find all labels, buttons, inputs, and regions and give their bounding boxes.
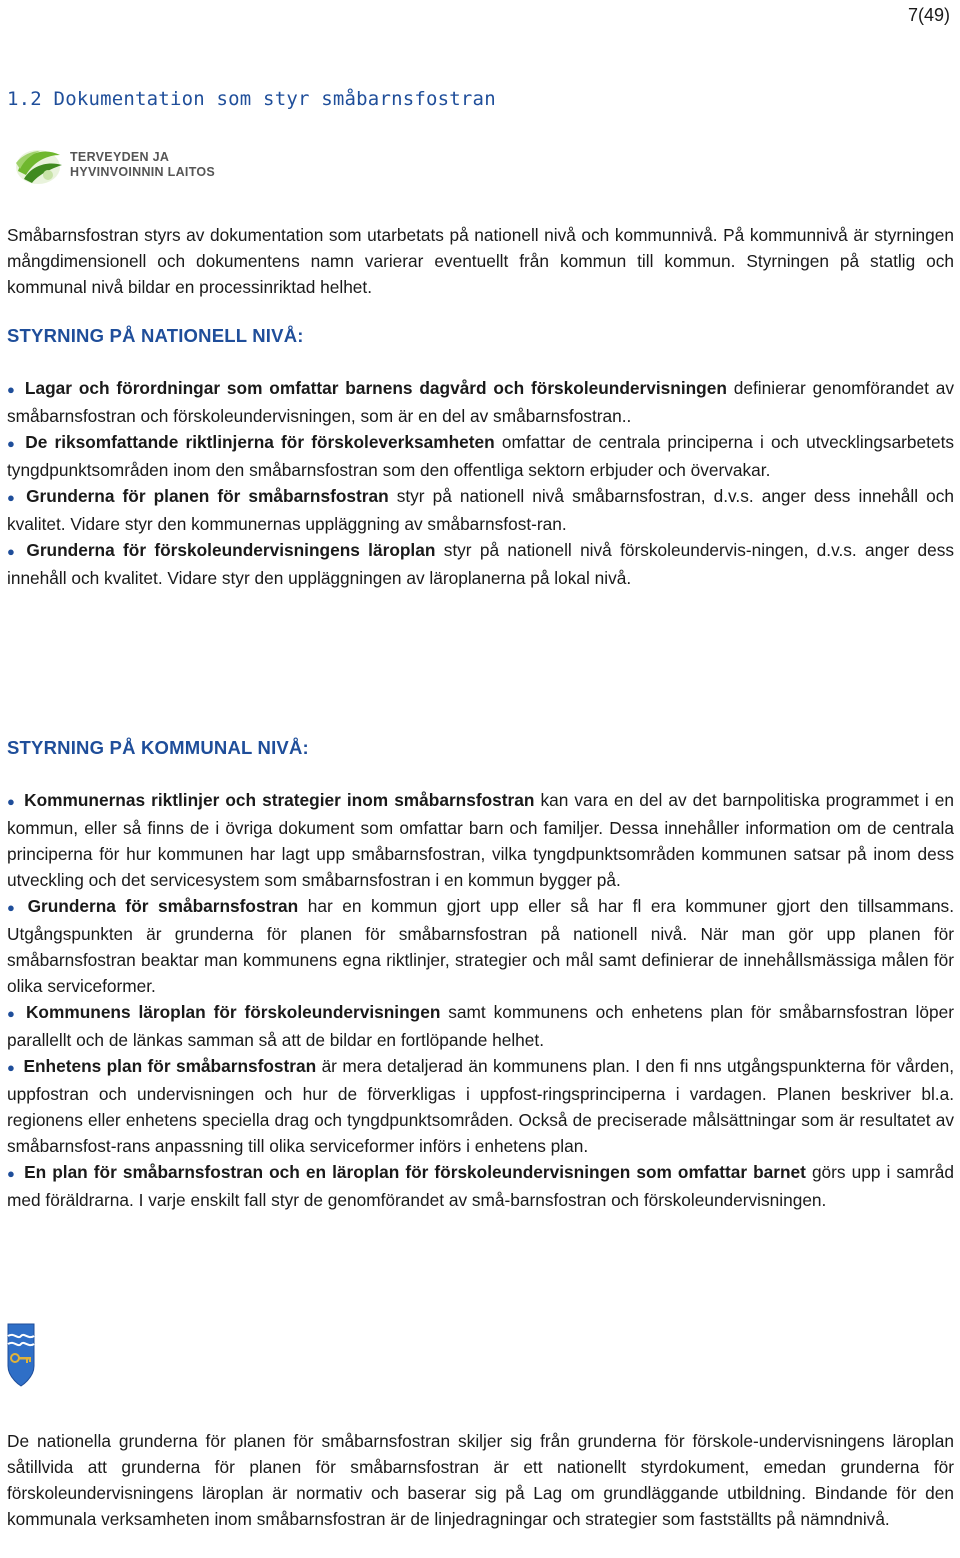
closing-paragraph: De nationella grunderna för planen för småbarnsfostran skiljer sig från grunderna för förskole-undervisningens läroplan såtillvida att grunderna för planen för småbarnsfostran är ett nationellt styrdokument, emedan grunderna för förskoleundervisningens läroplan är normativ och baserar sig på Lag om grundläggande utbildning. Bindande för den kommunala verksamheten inom småbarnsfostran är de linjedragningar och strategier som fastställts på nämndnivå. xyxy=(7,1431,954,1529)
thl-leaf-logo-icon xyxy=(8,141,68,189)
list-item xyxy=(7,429,954,483)
bullet-icon: ● xyxy=(7,490,19,505)
coat-of-arms-icon xyxy=(6,1322,36,1388)
intro-paragraph: Småbarnsfostran styrs av dokumentation som utarbetats på nationell nivå och kommunnivå. På kommunnivå är styrningen mångdimensionell och dokumentens namn varierar eventuellt från kommun till kommun. Styrningen på statlig och kommunal nivå bildar en processinriktad helhet. xyxy=(7,225,954,297)
bullet-icon: ● xyxy=(7,1060,16,1075)
bullet-text: definierar genomförandet av småbarnsfostran och förskoleundervisningen, som är en del av småbarnsfostran.. xyxy=(7,378,955,426)
bullet-text: omfattar de centrala principerna i och utvecklingsarbetets tyngdpunktsområden inom den småbarnsfostran som den offentliga sektorn erbjuder och övervakar. xyxy=(7,432,955,480)
list-item xyxy=(7,999,954,1053)
logo-text xyxy=(70,150,215,180)
list-item xyxy=(7,537,954,591)
bullet-term: En plan för småbarnsfostran och en läroplan för förskoleundervisningen som omfattar barnet xyxy=(24,1162,806,1182)
bullet-icon: ● xyxy=(7,436,18,451)
list-item xyxy=(7,787,954,893)
bullet-icon: ● xyxy=(7,382,17,397)
page-number: 7(49) xyxy=(907,5,950,25)
bullet-icon: ● xyxy=(7,900,20,915)
bullet-term: Kommunens läroplan för förskoleundervisningen xyxy=(25,1002,441,1022)
bullet-text: kan vara en del av det barnpolitiska programmet i en kommun, eller så finns de i övriga dokument som omfattar barn och familjer. Dessa innehåller information om de centrala principerna för hur kommunen har lagt upp småbarnsfostran, vilka tyngdpunktsområden kommunen satsar på inom dess utveckling och det servicesystem som småbarnsfostran i en kommun bygger på. xyxy=(7,790,955,890)
bullet-term: De riksomfattande riktlinjerna för förskoleverksamheten xyxy=(25,432,495,452)
bullet-icon: ● xyxy=(7,1006,18,1021)
bullet-term: Lagar och förordningar som omfattar barnens dagvård och förskoleundervisningen xyxy=(24,378,727,398)
bullet-term: Grunderna för förskoleundervisningens läroplan xyxy=(26,540,436,560)
logo-line-2: HYVINVOINNIN LAITOS xyxy=(70,165,216,179)
section-title: 1.2 Dokumentation som styr småbarnsfostran xyxy=(7,88,496,110)
list-item xyxy=(7,483,954,537)
list-item xyxy=(7,375,954,429)
bullet-term: Grunderna för planen för småbarnsfostran xyxy=(26,486,389,506)
bullet-text: har en kommun gjort upp eller så har fl era kommuner gjort den tillsammans. Utgångspunkten är grunderna för planen för småbarnsfostran på nationell nivå. När man gör upp planen för småbarnsfostran beaktar man kommunens egna riktlinjer, strategier och mål samt definierar de innehållsmässiga målen för olika serviceformer. xyxy=(7,896,954,996)
bullet-term: Kommunernas riktlinjer och strategier inom småbarnsfostran xyxy=(24,790,535,810)
bullet-icon: ● xyxy=(7,1166,17,1181)
national-list xyxy=(7,375,954,591)
bullet-text: görs upp i samråd med föräldrarna. I varje enskilt fall styr de genomförandet av små-barnsfostran och förskoleundervisningen. xyxy=(7,1162,954,1210)
bullet-text: är mera detaljerad än kommunens plan. I den fi nns utgångspunkterna för vården, uppfostran och undervisningen och hur de förverkligas i uppfost-ringsprinciperna i vardagen. Planen beskriver bl.a. regionens eller enhetens speciella drag och tyngdpunktsområden. Också de preciserade målsättningar som är resultatet av småbarnsfost-rans anpassning till olika serviceformer införs i enhetens plan. xyxy=(7,1056,955,1156)
municipal-heading: STYRNING PÅ KOMMUNAL NIVÅ: xyxy=(7,737,309,758)
bullet-text: styr på nationell nivå småbarnsfostran, d.v.s. anger dess innehåll och kvalitet. Vidare styr den kommunernas uppläggning av småbarnsfost-ran. xyxy=(7,486,954,534)
list-item xyxy=(7,1159,954,1213)
thl-logo xyxy=(8,140,248,190)
national-heading: STYRNING PÅ NATIONELL NIVÅ: xyxy=(7,325,304,346)
bullet-icon: ● xyxy=(7,794,17,809)
list-item xyxy=(7,893,954,999)
bullet-text: samt kommunens och enhetens plan för småbarnsfostran löper parallellt och de länkas samman så att de bildar en fortlöpande helhet. xyxy=(7,1002,954,1050)
logo-line-1: TERVEYDEN JA xyxy=(70,150,170,164)
bullet-term: Grunderna för småbarnsfostran xyxy=(27,896,299,916)
municipal-list xyxy=(7,787,954,1213)
bullet-term: Enhetens plan för småbarnsfostran xyxy=(23,1056,317,1076)
bullet-icon: ● xyxy=(7,544,19,559)
bullet-text: styr på nationell nivå förskoleundervis-ningen, d.v.s. anger dess innehåll och kvalitet. Vidare styr den uppläggningen av läroplanerna på lokal nivå. xyxy=(7,540,955,588)
list-item xyxy=(7,1053,954,1159)
